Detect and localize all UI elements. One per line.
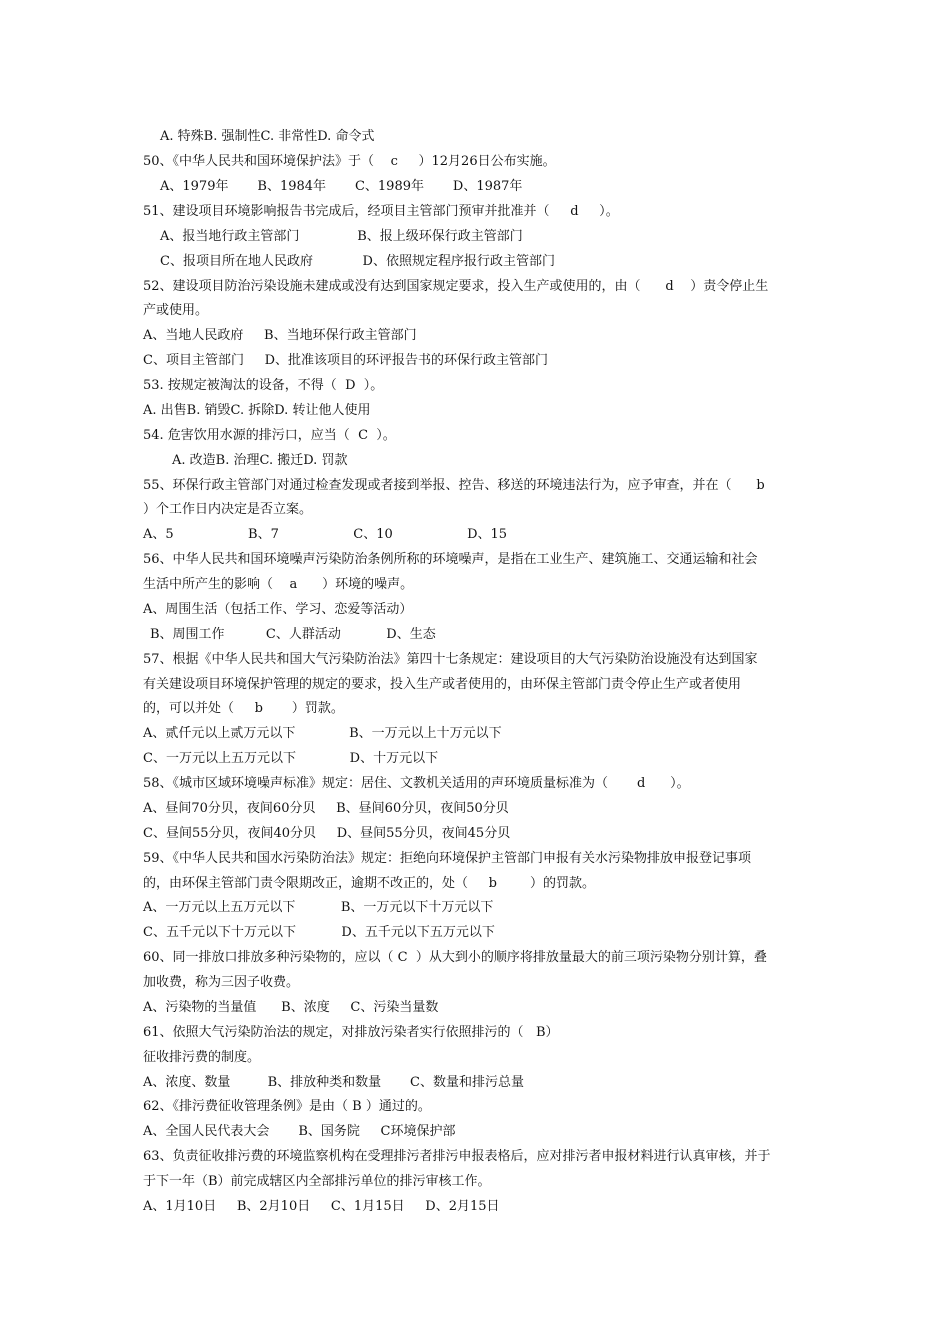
- option-line: A、当地人民政府 B、当地环保行政主管部门: [143, 328, 417, 343]
- question-line: 53. 按规定被淘汰的设备，不得（ D ）。: [143, 378, 384, 393]
- option-line: A、昼间70分贝，夜间60分贝 B、昼间60分贝，夜间50分贝: [143, 801, 509, 816]
- question-line: 51、建设项目环境影响报告书完成后，经项目主管部门预审并批准并（ d ）。: [143, 204, 619, 219]
- option-line: A. 改造B. 治理C. 搬迁D. 罚款: [172, 453, 348, 468]
- option-line: A、贰仟元以上贰万元以下 B、一万元以上十万元以下: [143, 726, 502, 741]
- question-line: 50、《中华人民共和国环境保护法》于（ c ）12月26日公布实施。: [143, 154, 556, 169]
- option-line: C、一万元以上五万元以下 D、十万元以下: [143, 751, 439, 766]
- option-line: A. 出售B. 销毁C. 拆除D. 转让他人使用: [143, 403, 371, 418]
- option-line: C、报项目所在地人民政府 D、依照规定程序报行政主管部门: [160, 254, 555, 269]
- option-line: A、报当地行政主管部门 B、报上级环保行政主管部门: [160, 229, 523, 244]
- question-line: 54. 危害饮用水源的排污口，应当（ C ）。: [143, 428, 396, 443]
- option-line: C、项目主管部门 D、批准该项目的环评报告书的环保行政主管部门: [143, 353, 549, 368]
- question-line: 加收费，称为三因子收费。: [143, 975, 300, 990]
- option-line: C、昼间55分贝，夜间40分贝 D、昼间55分贝，夜间45分贝: [143, 826, 511, 841]
- question-line: 57、根据《中华人民共和国大气污染防治法》第四十七条规定：建设项目的大气污染防治设施没有达到国家: [143, 652, 758, 667]
- question-line: 56、中华人民共和国环境噪声污染防治条例所称的环境噪声，是指在工业生产、建筑施工、交通运输和社会: [143, 552, 758, 567]
- option-line: B、周围工作 C、人群活动 D、生态: [150, 627, 436, 642]
- question-line: 58、《城市区域环境噪声标准》规定：居住、文教机关适用的声环境质量标准为（ d ）。: [143, 776, 690, 791]
- question-line: 63、负责征收排污费的环境监察机构在受理排污者排污申报表格后，应对排污者申报材料进行认真审核，并于: [143, 1149, 771, 1164]
- question-line: 的，可以并处（ b ）罚款。: [143, 701, 344, 716]
- option-line: A. 特殊B. 强制性C. 非常性D. 命令式: [160, 129, 375, 144]
- option-line: A、污染物的当量值 B、浓度 C、污染当量数: [143, 1000, 439, 1015]
- question-line: 于下一年（B）前完成辖区内全部排污单位的排污审核工作。: [143, 1174, 491, 1189]
- question-line: 55、环保行政主管部门对通过检查发现或者接到举报、控告、移送的环境违法行为，应予审查，并在（ b: [143, 478, 765, 493]
- question-line: 59、《中华人民共和国水污染防治法》规定：拒绝向环境保护主管部门申报有关水污染物排放申报登记事项: [143, 851, 752, 866]
- question-line: 生活中所产生的影响（ a ）环境的噪声。: [143, 577, 414, 592]
- question-line: 61、依照大气污染防治法的规定，对排放污染者实行依照排污的（ B）: [143, 1025, 559, 1040]
- question-line: 的，由环保主管部门责令限期改正，逾期不改正的，处（ b ）的罚款。: [143, 876, 596, 891]
- question-line: 有关建设项目环境保护管理的规定的要求，投入生产或者使用的，由环保主管部门责令停止生产或者使用: [143, 677, 742, 692]
- question-line: 征收排污费的制度。: [143, 1050, 261, 1065]
- option-line: A、1月10日 B、2月10日 C、1月15日 D、2月15日: [143, 1199, 500, 1214]
- option-line: A、1979年 B、1984年 C、1989年 D、1987年: [160, 179, 523, 194]
- question-line: 62、《排污费征收管理条例》是由（ B ）通过的。: [143, 1099, 431, 1114]
- option-line: A、一万元以上五万元以下 B、一万元以下十万元以下: [143, 900, 494, 915]
- option-line: A、全国人民代表大会 B、国务院 C环境保护部: [143, 1124, 456, 1139]
- question-line: 60、同一排放口排放多种污染物的，应以（ C ）从大到小的顺序将排放量最大的前三项污染物分别计算，叠: [143, 950, 767, 965]
- option-line: A、周围生活（包括工作、学习、恋爱等活动）: [143, 602, 413, 617]
- question-line: ）个工作日内决定是否立案。: [143, 502, 313, 517]
- question-line: 产或使用。: [143, 303, 209, 318]
- question-line: 52、建设项目防治污染设施未建成或没有达到国家规定要求，投入生产或使用的，由（ d ）责令停止生: [143, 279, 769, 294]
- option-line: A、5 B、7 C、10 D、15: [143, 527, 508, 542]
- option-line: C、五千元以下十万元以下 D、五千元以下五万元以下: [143, 925, 495, 940]
- option-line: A、浓度、数量 B、排放种类和数量 C、数量和排污总量: [143, 1075, 525, 1090]
